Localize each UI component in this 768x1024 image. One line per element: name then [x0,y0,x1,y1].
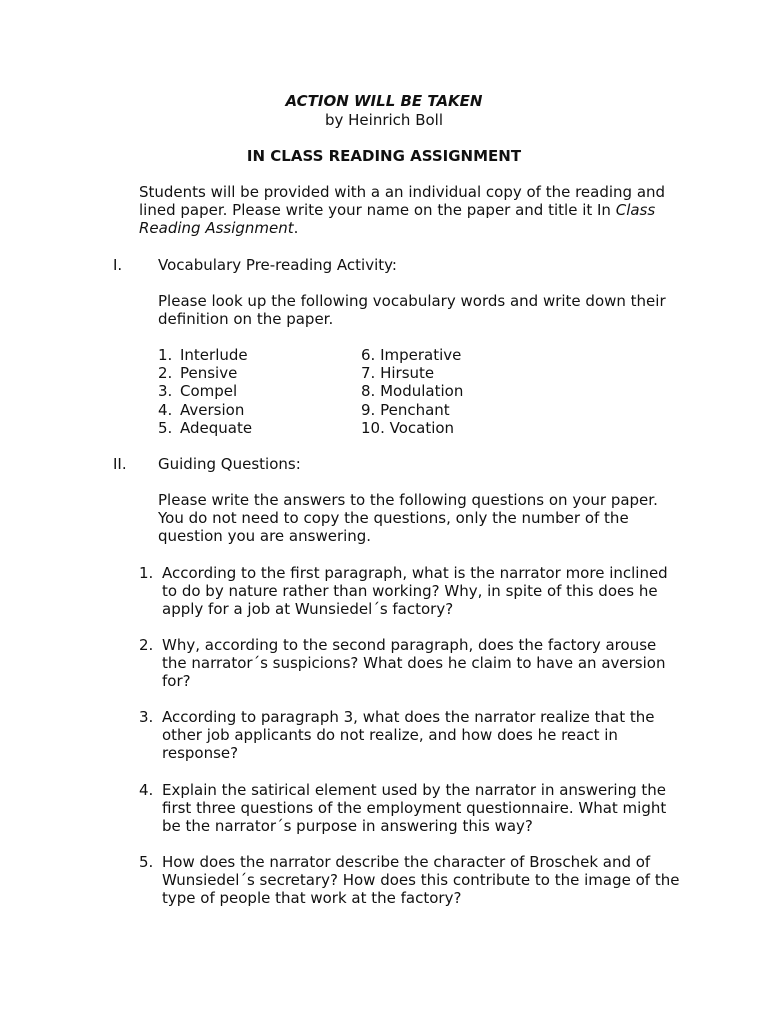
document-title: ACTION WILL BE TAKEN [285,92,483,110]
vocab-number: 3. [158,382,173,401]
question-text: How does the narrator describe the character of Broschek and of Wunsiedel´s secretary? How does this contribute to the image of the type of people that work at the factory? [162,853,680,908]
vocab-word: Interlude [180,346,248,364]
vocabulary-list [158,346,558,437]
vocab-number: 5. [158,418,173,437]
vocab-row [158,364,558,382]
question-number: 1. [139,564,154,582]
intro-paragraph [139,183,679,238]
vocab-number: 2. [158,364,173,383]
vocab-item [158,382,237,400]
section-2-instructions: Please write the answers to the following questions on your paper. You do not need to copy the questions, only the number of the question you are answering. [158,491,658,546]
question-text: Why, according to the second paragraph, does the factory arouse the narrator´s suspicions? What does he claim to have an aversion for? [162,636,666,691]
section-1-number: I. [113,256,123,274]
vocab-row [158,401,558,419]
question-number: 4. [139,781,154,799]
question-number: 3. [139,708,154,726]
question-text: According to the first paragraph, what is the narrator more inclined to do by nature rather than working? Why, in spite of this does he apply for a job at Wunsiedel´s factory? [162,564,668,619]
intro-text: Students will be provided with a an individual copy of the reading and lined paper. Please write your name on the paper and title it In [139,183,666,220]
section-2-number: II. [113,455,127,473]
vocab-row [158,382,558,400]
question-item [139,781,684,836]
vocab-word: Compel [180,382,238,401]
vocab-item: 9. Penchant [361,400,450,419]
vocab-item [158,346,248,364]
question-item [139,564,684,619]
vocab-word: Pensive [180,364,238,383]
vocab-item: 10. Vocation [361,418,455,437]
question-item [139,708,684,763]
assignment-heading: IN CLASS READING ASSIGNMENT [246,147,522,165]
question-text: Explain the satirical element used by the narrator in answering the first three questions of the employment questionnaire. What might be the narrator´s purpose in answering this way? [162,781,667,836]
vocab-word: Aversion [180,400,245,419]
question-item [139,636,684,691]
vocab-item [158,401,244,419]
question-item [139,853,684,908]
section-1-title: Vocabulary Pre-reading Activity: [158,256,397,274]
vocab-item [158,419,252,437]
vocab-number: 1. [158,346,173,364]
vocab-item: 8. Modulation [361,382,464,401]
vocab-item: 7. Hirsute [361,364,435,383]
section-1-instructions: Please look up the following vocabulary words and write down their definition on the paper. [158,292,666,329]
question-text: According to paragraph 3, what does the narrator realize that the other job applicants do not realize, and how does he react in response? [162,708,655,763]
intro-text-end: . [293,219,299,238]
vocab-row [158,346,558,364]
vocab-item [158,364,237,382]
vocab-number: 4. [158,400,173,419]
question-number: 2. [139,636,154,654]
author-line: by Heinrich Boll [324,111,443,129]
question-number: 5. [139,853,154,871]
section-2-title: Guiding Questions: [158,455,301,473]
vocab-word: Adequate [180,418,253,437]
intro-italic-title: Class Reading Assignment [139,201,656,238]
vocab-item: 6. Imperative [361,346,462,364]
vocab-row [158,419,558,437]
